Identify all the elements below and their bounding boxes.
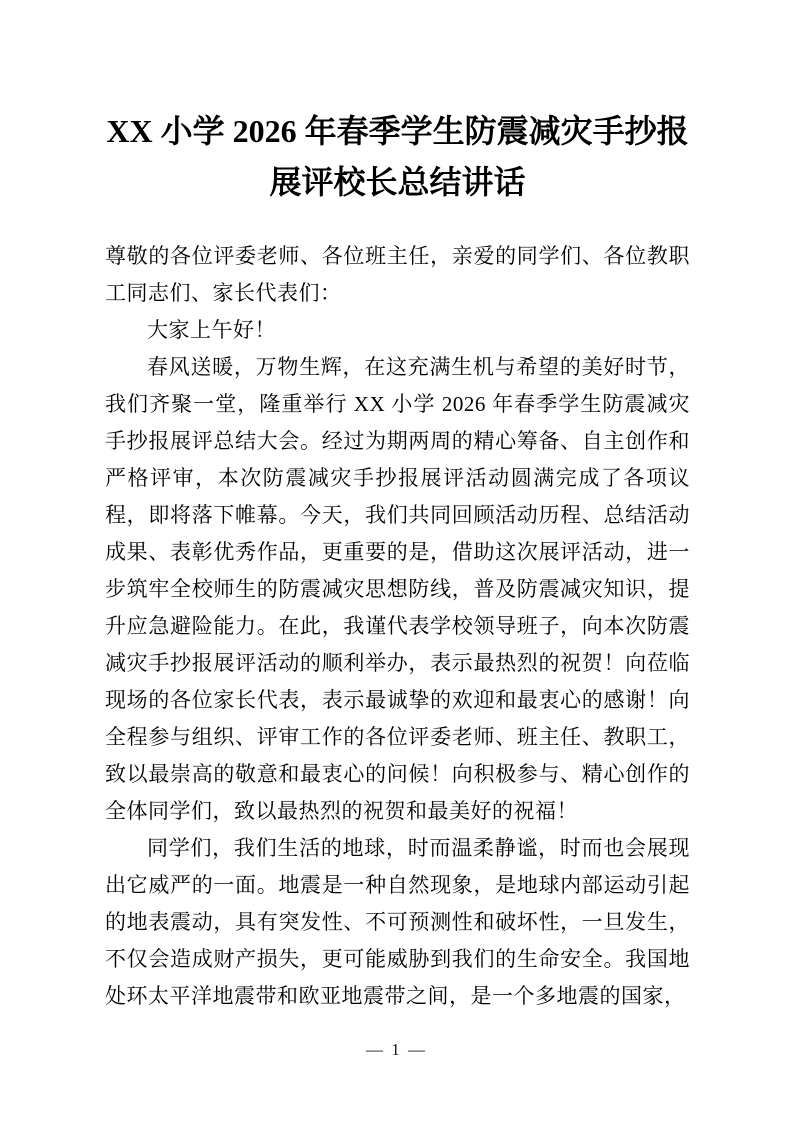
paragraph-salutation: 尊敬的各位评委老师、各位班主任，亲爱的同学们、各位教职工同志们、家长代表们： <box>105 244 690 305</box>
page-number: — 1 — <box>366 1040 427 1059</box>
document-body <box>105 238 690 1015</box>
paragraph-greeting: 大家上午好！ <box>147 318 276 342</box>
paragraph-opening: 春风送暖，万物生辉，在这充满生机与希望的美好时节，我们齐聚一堂，隆重举行 XX 小学 2026 年春季学生防震减灾手抄报展评总结大会。经过为期两周的精心筹备、自主创作和严格评审，本次防震减灾手抄报展评活动圆满完成了各项议程，即将落下帷幕。今天，我们共同回顾活动历程、总结活动成果、表彰优秀作品，更重要的是，借助这次展评活动，进一步筑牢全校师生的防震减灾思想防线，普及防震减灾知识，提升应急避险能力。在此，我谨代表学校领导班子，向本次防震减灾手抄报展评活动的顺利举办，表示最热烈的祝贺！向莅临现场的各位家长代表，表示最诚挚的欢迎和最衷心的感谢！向全程参与组织、评审工作的各位评委老师、班主任、教职工，致以最崇高的敬意和最衷心的问候！向积极参与、精心创作的全体同学们，致以最热烈的祝贺和最美好的祝福！ <box>105 355 690 823</box>
document-title: XX 小学 2026 年春季学生防震减灾手抄报展评校长总结讲话 <box>106 113 689 200</box>
paragraph-earthquake-intro: 同学们，我们生活的地球，时而温柔静谧，时而也会展现出它威严的一面。地震是一种自然现象，是地球内部运动引起的地表震动，具有突发性、不可预测性和破坏性，一旦发生，不仅会造成财产损失，更可能威胁到我们的生命安全。我国地处环太平洋地震带和欧亚地震带之间，是一个多地震的国家， <box>105 836 690 1008</box>
